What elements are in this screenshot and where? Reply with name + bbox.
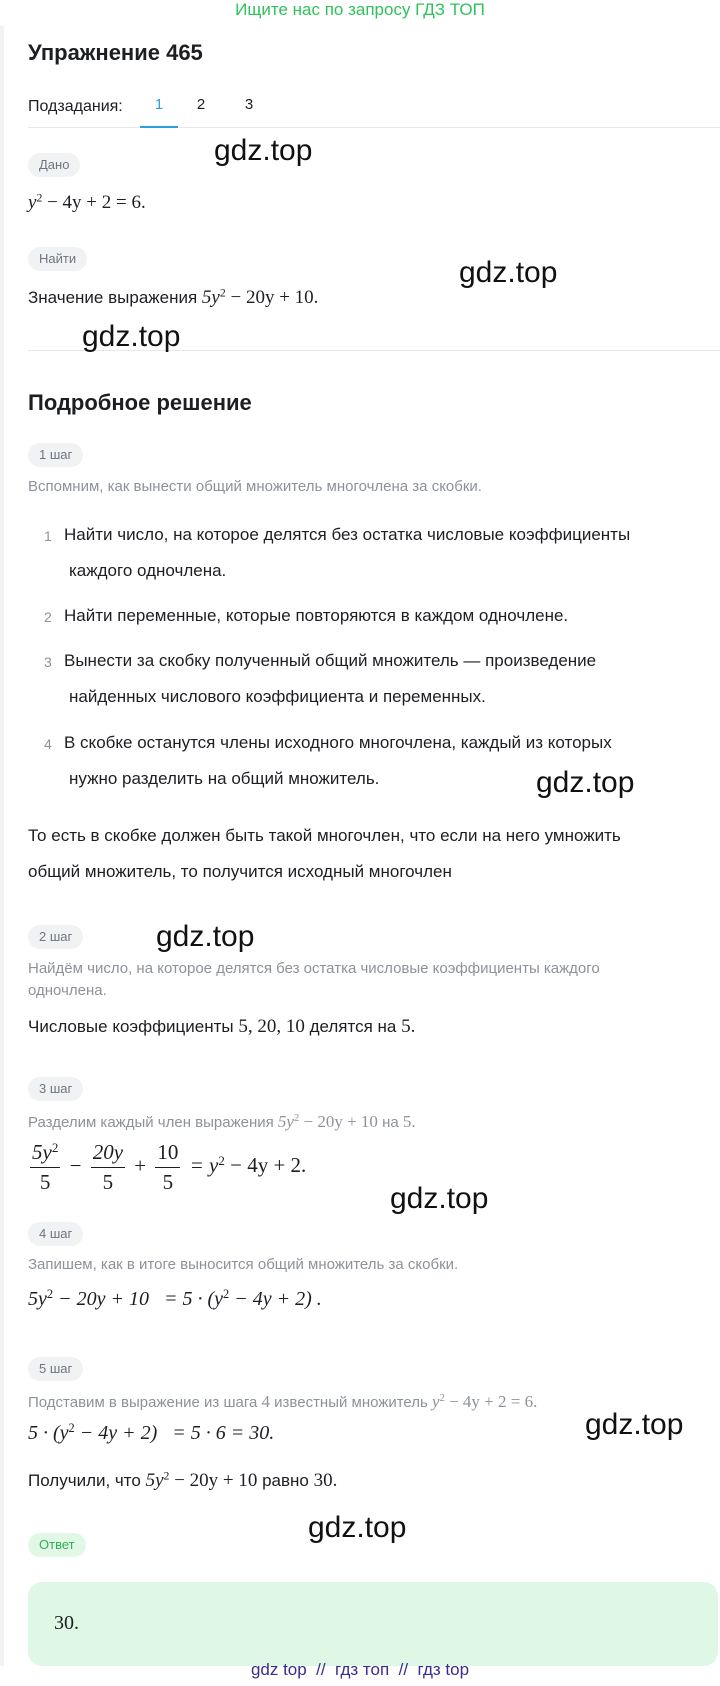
watermark: gdz.top xyxy=(214,134,313,167)
watermark: gdz.top xyxy=(308,1511,407,1544)
fraction-3: $\frac{10}{5}$ xyxy=(157,1140,179,1194)
list-item-2-line1: Найти переменные, которые повторяются в каждом одночлене. xyxy=(64,606,569,625)
list-item-3-line2: найденных числового коэффициента и переменных. xyxy=(69,687,486,706)
footer-links[interactable]: gdz top // гдз топ // гдз top xyxy=(250,1660,470,1679)
watermark: gdz.top xyxy=(390,1182,489,1215)
page-title: Упражнение 465 xyxy=(28,40,203,65)
given-expression: $y^2 - 4y + 2 = 6$. xyxy=(28,191,146,213)
step-5-result: Получили, что $5y^2 - 20y + 10$ равно 30. xyxy=(28,1469,338,1491)
list-item-1-line2: каждого одночлена. xyxy=(69,561,227,580)
step-2-text: Числовые коэффициенты 5, 20, 10 делятся на 5. xyxy=(28,1016,416,1037)
step-1-hint: Вспомним, как вынести общий множитель многочлена за скобки. xyxy=(28,478,482,495)
list-item-4-line2: нужно разделить на общий множитель. xyxy=(69,769,380,788)
step-4-hint: Запишем, как в итоге выносится общий множитель за скобки. xyxy=(28,1256,459,1273)
step-5-formula: $5 \cdot (y^2 - 4y + 2) = 5 \cdot 6 = 30$. xyxy=(28,1421,275,1444)
step-1-chip: 1 шаг xyxy=(28,443,83,467)
list-number-4: 4 xyxy=(44,736,52,752)
watermark: gdz.top xyxy=(459,256,558,289)
list-number-2: 2 xyxy=(44,609,52,625)
step-2-chip: 2 шаг xyxy=(28,925,83,949)
watermark: gdz.top xyxy=(536,766,635,799)
step-2-hint-line2: одночлена. xyxy=(28,982,107,999)
step-3-formula: $\frac{5y^2}{5}$ − $\frac{20y}{5}$ + $\frac{10}{5}$ = $y^2 - 4y + 2$. xyxy=(32,1139,307,1194)
tab-subtask-1[interactable]: 1 xyxy=(140,96,178,128)
step-2-hint-line1: Найдём число, на которое делятся без остатка числовые коэффициенты каждого xyxy=(28,960,600,977)
answer-box xyxy=(28,1582,718,1666)
list-item-1-line1: Найти число, на которое делятся без остатка числовые коэффициенты xyxy=(64,525,631,544)
list-item-4-line1: В скобке останутся члены исходного многочлена, каждый из которых xyxy=(64,733,612,752)
step-5-chip: 5 шаг xyxy=(28,1357,83,1381)
step-1-note-line2: общий множитель, то получится исходный многочлен xyxy=(28,862,452,881)
answer-value: 30. xyxy=(54,1612,79,1634)
step-3-hint: Разделим каждый член выражения $5y^2 - 20y + 10$ на 5. xyxy=(28,1112,416,1131)
watermark: gdz.top xyxy=(82,320,181,353)
list-number-3: 3 xyxy=(44,654,52,670)
find-text: Значение выражения $5y^2 - 20y + 10$. xyxy=(28,286,319,308)
subtasks-label: Подзадания: xyxy=(28,98,123,115)
subtask-tabs xyxy=(28,96,720,128)
step-1-note-line1: То есть в скобке должен быть такой многочлен, что если на него умножить xyxy=(28,826,621,845)
step-4-formula: $5y^2 - 20y + 10 = 5 \cdot (y^2 - 4y + 2)$ . xyxy=(28,1287,322,1310)
top-banner[interactable]: Ищите нас по запросу ГДЗ ТОП xyxy=(235,0,485,19)
find-chip: Найти xyxy=(28,247,87,271)
step-5-hint: Подставим в выражение из шага 4 известный множитель $y^2 - 4y + 2 = 6$. xyxy=(28,1392,538,1411)
step-3-chip: 3 шаг xyxy=(28,1077,83,1101)
tab-subtask-3[interactable]: 3 xyxy=(244,96,254,113)
list-item-3-line1: Вынести за скобку полученный общий множитель — произведение xyxy=(64,651,597,670)
step-4-chip: 4 шаг xyxy=(28,1222,83,1246)
list-number-1: 1 xyxy=(44,528,52,544)
left-border xyxy=(0,26,4,1666)
fraction-2: $\frac{20y}{5}$ xyxy=(92,1140,124,1194)
tab-subtask-2[interactable]: 2 xyxy=(196,96,206,113)
given-chip: Дано xyxy=(28,153,80,177)
fraction-1: $\frac{5y^2}{5}$ xyxy=(32,1139,59,1194)
answer-chip: Ответ xyxy=(28,1533,86,1557)
solution-title: Подробное решение xyxy=(28,390,252,415)
watermark: gdz.top xyxy=(156,920,255,953)
watermark: gdz.top xyxy=(585,1408,684,1441)
